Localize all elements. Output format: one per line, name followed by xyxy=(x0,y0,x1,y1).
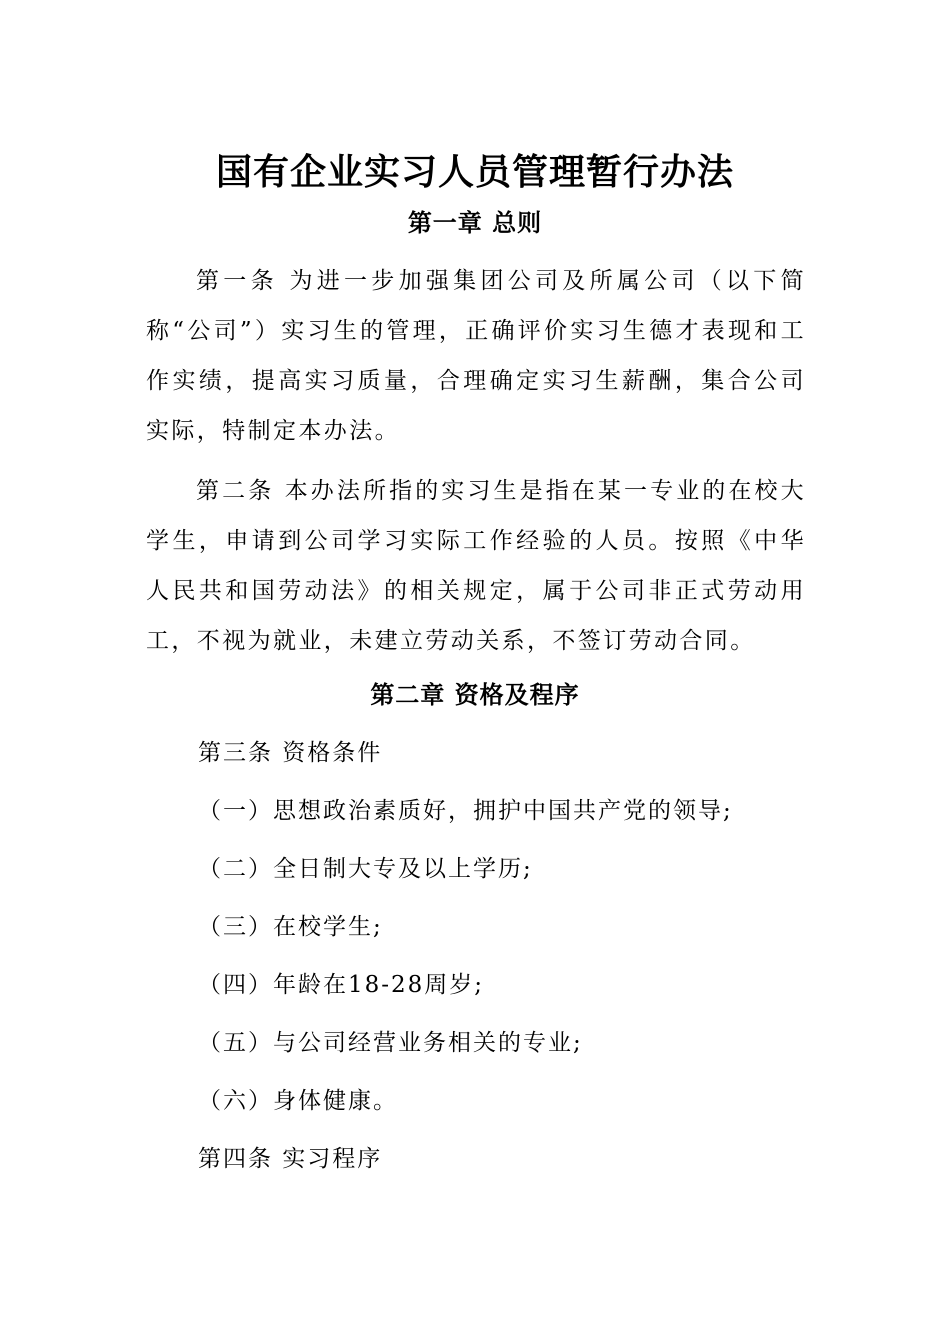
condition-item: （三）在校学生; xyxy=(198,914,383,940)
condition-item: （一）思想政治素质好，拥护中国共产党的领导; xyxy=(198,798,733,824)
article-4-title: 第四条 实习程序 xyxy=(198,1146,383,1172)
condition-item: （六）身体健康。 xyxy=(198,1088,398,1114)
article-3-title: 第三条 资格条件 xyxy=(198,740,383,766)
condition-item: （二）全日制大专及以上学历; xyxy=(198,856,533,882)
document-title: 国有企业实习人员管理暂行办法 xyxy=(215,151,734,194)
chapter-1-heading: 第一章 总则 xyxy=(407,208,543,237)
condition-item: （四）年龄在18-28周岁; xyxy=(198,972,485,998)
condition-item: （五）与公司经营业务相关的专业; xyxy=(198,1030,583,1056)
chapter-2-heading: 第二章 资格及程序 xyxy=(370,680,580,709)
article-2-paragraph: 第二条 本办法所指的实习生是指在某一专业的在校大学生，申请到公司学习实际工作经验的人员。按照《中华人民共和国劳动法》的相关规定，属于公司非正式劳动用工，不视为就业，未建立劳动关系，不签订劳动合同。 xyxy=(146,478,806,654)
article-1-paragraph: 第一条 为进一步加强集团公司及所属公司（以下简称“公司”）实习生的管理，正确评价实习生德才表现和工作实绩，提高实习质量，合理确定实习生薪酬，集合公司实际，特制定本办法。 xyxy=(146,268,806,444)
